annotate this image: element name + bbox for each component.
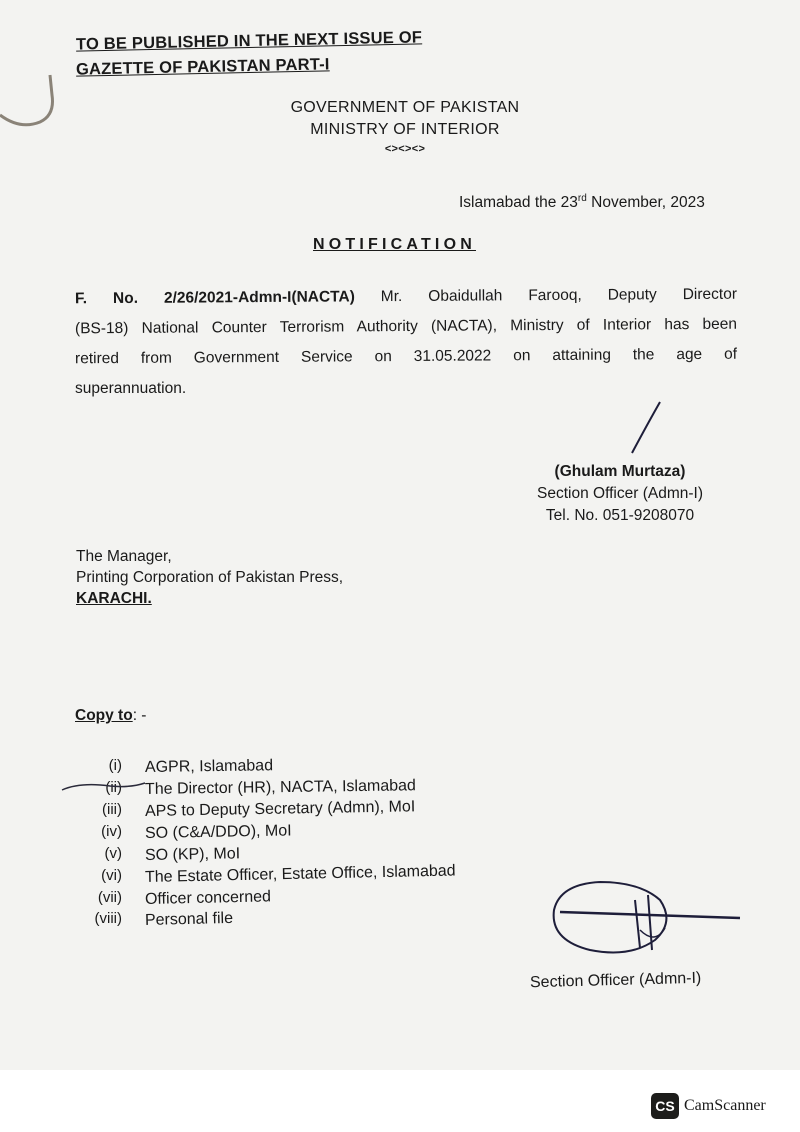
camscanner-watermark: CamScanner — [684, 1097, 766, 1114]
publish-line-2: GAZETTE OF PAKISTAN PART-I — [75, 55, 330, 79]
signatory-name: (Ghulam Murtaza) — [554, 463, 686, 480]
copy-to-item-text: The Estate Officer, Estate Office, Islamabad — [144, 862, 456, 886]
addressee-line-3: KARACHI. — [76, 590, 152, 607]
ministry-heading: MINISTRY OF INTERIOR — [310, 121, 500, 138]
handwritten-signature-icon — [540, 870, 750, 970]
ornament: <><><> — [384, 143, 426, 155]
file-number: F. No. 2/26/2021-Admn-I(NACTA) — [74, 288, 355, 308]
copy-to-label: Copy to — [75, 707, 133, 724]
strike-mark-icon — [60, 776, 150, 796]
addressee-line-2: Printing Corporation of Pakistan Press, — [76, 569, 344, 586]
body-line-1-rest: Mr. Obaidullah Farooq, Deputy Director — [380, 285, 738, 306]
copy-to-item-number: (iv) — [101, 823, 122, 840]
date-line — [459, 193, 705, 212]
date-rest: November, 2023 — [586, 194, 705, 212]
copy-to-heading — [75, 707, 146, 725]
addressee-line-1: The Manager, — [76, 548, 172, 565]
body-line-3: retired from Government Service on 31.05.2022 on attaining the age of — [74, 345, 738, 368]
copy-to-item-number: (i) — [108, 757, 122, 774]
copy-to-item-number: (ii) — [105, 779, 122, 796]
copy-to-item-number: (iii) — [102, 801, 122, 818]
copy-to-item-text: The Director (HR), NACTA, Islamabad — [144, 777, 416, 798]
body-line-2: (BS-18) National Counter Terrorism Authority (NACTA), Ministry of Interior has been — [74, 315, 738, 338]
publish-line-1: TO BE PUBLISHED IN THE NEXT ISSUE OF — [75, 28, 423, 54]
copy-to-item-text: SO (KP), MoI — [144, 845, 241, 864]
copy-to-item-text: Personal file — [144, 909, 234, 929]
copy-to-item-text: SO (C&A/DDO), MoI — [144, 822, 292, 842]
copy-to-item-text: APS to Deputy Secretary (Admn), MoI — [144, 798, 416, 820]
body-line-4: superannuation. — [75, 380, 187, 397]
date-prefix: Islamabad the 23 — [459, 194, 578, 212]
notification-title: NOTIFICATION — [313, 236, 476, 253]
copy-to-item-number: (v) — [104, 845, 122, 862]
bottom-signature-designation: Section Officer (Admn-I) — [529, 969, 702, 992]
copy-to-item-text: Officer concerned — [144, 888, 272, 908]
copy-to-item-text: AGPR, Islamabad — [144, 757, 274, 776]
signatory-designation: Section Officer (Admn-I) — [537, 485, 703, 502]
body-line-1 — [75, 286, 737, 309]
copy-to-item-number: (vii) — [97, 889, 122, 906]
camscanner-logo-icon: CS — [651, 1093, 679, 1119]
copy-to-suffix: : - — [132, 707, 147, 724]
copy-to-item-number: (viii) — [94, 910, 122, 927]
government-heading: GOVERNMENT OF PAKISTAN — [290, 99, 520, 116]
signatory-tel: Tel. No. 051-9208070 — [545, 507, 695, 524]
copy-to-item-number: (vi) — [101, 867, 122, 884]
signature-stroke-icon — [620, 398, 670, 458]
footer-strip — [0, 1070, 800, 1132]
date-suffix: rd — [577, 193, 587, 204]
